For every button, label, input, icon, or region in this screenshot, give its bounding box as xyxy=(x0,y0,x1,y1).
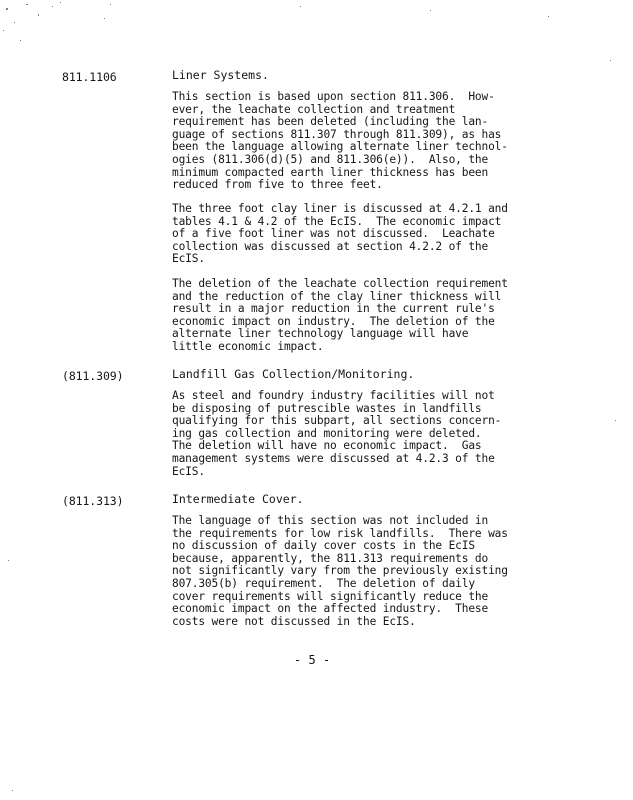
scan-speck xyxy=(60,2,61,3)
section-number: (811.313) xyxy=(62,494,124,508)
section-title: Intermediate Cover. xyxy=(172,492,304,506)
scan-speck xyxy=(548,16,549,17)
page-number: - 5 - xyxy=(294,653,331,667)
scan-speck xyxy=(615,420,616,421)
scan-speck xyxy=(6,8,8,10)
scan-speck xyxy=(3,30,4,31)
scan-speck xyxy=(104,18,105,19)
paragraph: As steel and foundry industry facilities will not be disposing of putrescible wastes in landfills qualifying for this subpart, all sections concern- ing gas collection and monitoring were deleted. The deletion will have no economic impact. Gas management systems were discussed at 4.2.3 of the EcIS. xyxy=(172,389,502,478)
scan-speck xyxy=(14,22,15,23)
scan-speck xyxy=(8,560,9,561)
paragraph: The three foot clay liner is discussed at 4.2.1 and tables 4.1 & 4.2 of the EcIS. The economic impact of a five foot liner was not discussed. Leachate collection was discussed at section 4.2.2 of the EcIS. xyxy=(172,202,508,266)
section-title: Landfill Gas Collection/Monitoring. xyxy=(172,367,415,381)
scan-speck xyxy=(12,790,13,791)
section-number: (811.309) xyxy=(62,369,124,383)
paragraph: The deletion of the leachate collection requirement and the reduction of the clay liner thickness will result in a major reduction in the current rule's economic impact on industry. The deletion of the alternate liner technology language will have little economic impact. xyxy=(172,277,508,353)
scan-speck xyxy=(430,10,431,11)
scan-speck xyxy=(110,4,111,5)
paragraph: The language of this section was not included in the requirements for low risk landfills. There was no discussion of daily cover costs in the EcIS because, apparently, the 811.313 requirements do not significantly vary from the previously existing 807.305(b) requirement. The deletion of daily cover requirements will significantly reduce the economic impact on the affected industry. These costs were not discussed in the EcIS. xyxy=(172,514,508,628)
paragraph: This section is based upon section 811.306. How- ever, the leachate collection and treatment requirement has been deleted (including the lan- guage of sections 811.307 through 811.309), as has been the language allowing alternate liner technol- ogies (811.306(d)(5) and 811.306(e)). Also, the minimum compacted earth liner thickness has been reduced from five to three feet. xyxy=(172,90,508,192)
scan-speck xyxy=(52,6,53,7)
scan-speck xyxy=(26,4,28,5)
section-title: Liner Systems. xyxy=(172,68,269,82)
scan-speck xyxy=(20,40,21,41)
section-number: 811.1106 xyxy=(62,70,117,84)
scan-speck xyxy=(38,14,39,16)
scan-speck xyxy=(610,60,611,61)
scan-speck xyxy=(300,6,301,7)
